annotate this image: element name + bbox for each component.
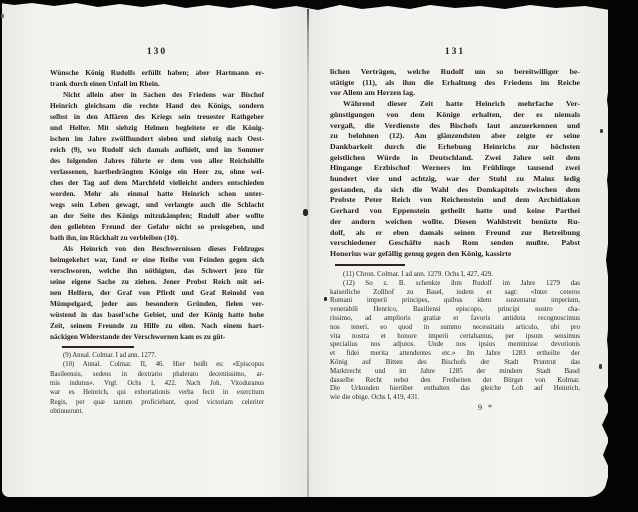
text-line: vor Allem am Herzen lag.: [330, 88, 415, 98]
text-line: Als Heinrich von den Beschwernissen dieses Feldzuges: [63, 244, 264, 253]
text-line: kaiserliche Zollhof zu Basel, indem er sagt: «Inter ceteros: [330, 287, 580, 296]
paragraph: [50, 360, 264, 416]
text-line: rissimo, ad amplioris gratiæ et favoris antidota recognoscimus: [330, 313, 580, 322]
text-line: bath ihn, im Rückhalt zu verbleiben (10).: [50, 233, 179, 242]
text-line: Nicht allein aber in Sachen des Friedens war Bischof: [63, 90, 264, 99]
paragraph: [50, 89, 264, 243]
text-line: lichen Verträgen, welche Rudolf um so bereitwilliger be-: [330, 67, 580, 76]
text-line: specialius nos adjutos. Unde nos ipsius meminisse devotionis: [330, 340, 580, 349]
text-line: ches der Tag auf dem Marchfeld vielleicht anders entschieden: [50, 178, 264, 187]
text-line: seine eigene Sache zu ziehen. Jener Probst Reich mit sei-: [50, 277, 264, 286]
text-line: der andern weichen wollte. Diesen Wahlstreit benüzte Ru-: [330, 216, 580, 226]
text-line: wegs sein Leben gewagt, und verlangte auch die Schlacht: [50, 200, 264, 209]
text-line: Gerhard von Eppenstein getheilt hatte und keine Parthei: [330, 206, 580, 216]
text-line: war es Heinrich, qui exhortationis verba fecit in exercitum: [50, 389, 264, 397]
text-line: verschiedener Geschäfte nach Rom senden mußte. Pabst: [330, 238, 580, 248]
text-line: Zeit, seinem Freunde zu Hilfe zu eilen. Nach einem hart-: [50, 321, 264, 330]
left-page-body: [50, 67, 264, 342]
text-line: heimgekehrt war, fand er eine Reihe von Feinden gegen sich: [50, 255, 264, 264]
text-line: König auf Bitten des Bischofs der Stadt Pruntrut das: [330, 357, 580, 366]
text-line: nen Helfern, der Graf von Pfirdt und Graf Reinold von: [50, 288, 264, 297]
text-line: an der Seite des Königs mitzukämpfen; Rudolf aber wollte: [50, 211, 264, 220]
text-line: den geliebten Freund der Gefahr nicht so preisgeben, und: [50, 222, 264, 231]
left-page-footnotes: [50, 351, 264, 416]
text-line: stätigte (11), als ihm die Erhaltung des Friedens im Reiche: [330, 77, 580, 87]
text-line: (9) Annal. Colmar. I ad ann. 1277.: [63, 352, 157, 359]
text-line: venerabili Henrico, Basiliensi episcopo, principi nostro cha-: [330, 305, 580, 314]
text-line: Honorius war gefällig genug gegen den König, kassirte: [330, 248, 512, 258]
paragraph: [50, 67, 264, 89]
text-line: günstigungen von dem Könige erhalten, der es niemals: [330, 109, 580, 119]
left-page: [50, 46, 264, 426]
paragraph: [50, 351, 264, 360]
text-line: (12) So z. B. schenkte ihm Rudolf im Jahre 1279 das: [343, 278, 580, 287]
text-line: zu belohnen (12). Am glänzendsten aber zeigte er seine: [330, 131, 580, 141]
paragraph: [330, 270, 580, 279]
text-line: worden. Mehr als einmal hatte Heinrich schon unter-: [50, 189, 264, 198]
paragraph: [330, 67, 580, 99]
right-page-body: [330, 67, 580, 260]
text-line: und Helfer. Mit siebzig Helmen begleitete er die König-: [50, 123, 264, 132]
text-line: vita nostra et honore imperii certabamus, per ipsum sensimus: [330, 331, 580, 340]
text-line: nos teneri, eo quod in summo necessitatis articulo, ubi pro: [330, 322, 580, 331]
right-page: [330, 46, 580, 426]
text-line: Während dieser Zeit hatte Heinrich mehrfache Ver-: [343, 99, 580, 109]
text-line: et fidei merita attendentes etc.» Im Jahre 1283 ertheilte der: [330, 349, 580, 358]
text-line: ischen im Jahre zwölfhundert sieben und siebzig nach Oest-: [50, 134, 264, 143]
ink-speck: [324, 297, 327, 301]
text-line: dasselbe Recht nebst den Freiheiten der Bürger von Kolmar.: [330, 375, 580, 384]
text-line: trank durch einen Unfall im Rhein.: [50, 79, 160, 88]
text-line: (10) Annal. Colmar. II, 46. Hier heißt es: «Episcopus: [63, 361, 264, 369]
paragraph: [50, 243, 264, 342]
text-line: verlassenen, hartbedrängten Könige ein Heer zu, ohne wel-: [50, 167, 264, 176]
text-line: Regis, per quæ tantum proficiebant, quod victoriam celeriter: [50, 398, 264, 406]
text-line: Heinrich gleichsam die rechte Hand des Königs, sondern: [50, 101, 264, 110]
paragraph: [330, 99, 580, 260]
text-line: Mümpelgard, jeder aus besondern Gründen, fielen ver-: [50, 299, 264, 308]
text-line: Dankbarkeit durch die Erhebung Heinrichs zur höchsten: [330, 141, 580, 151]
text-line: hundert vier und achtzig, war der Stuhl zu Mainz ledig: [330, 174, 580, 184]
text-line: verschworen, welche ihn nöthigten, das Schwert jezo für: [50, 266, 264, 275]
right-page-number: 131: [444, 47, 466, 57]
text-line: Wünsche König Rudolfs erfüllt haben; aber Hartmann er-: [50, 68, 264, 77]
ink-speck: [1, 14, 4, 18]
text-line: mis indutus». Vrgl. Ochs I, 422. Nach Joh. Vitoduranus: [50, 380, 264, 388]
text-line: Hingange Erzbischof Werners im Frühlinge tausend zwei: [330, 163, 580, 173]
footnote-separator-rule: [335, 264, 405, 266]
text-line: vergaß, die Verdienste des Bischofs laut anzuerkennen und: [330, 120, 580, 130]
text-line: geistlichen Würde in Deutschland. Zwei Jahre seit dem: [330, 152, 580, 162]
text-line: wüstend in das basel'sche Gebiet, und der König hatte hohe: [50, 310, 264, 319]
text-line: Die Urkunden hierüber enthalten das gleiche Lob auf Heinrich,: [330, 384, 580, 393]
paragraph: [330, 279, 580, 402]
page-gutter-shadow: [307, 9, 309, 497]
text-line: gestanden, da sich die Wahl des Domkapitels zwischen dem: [330, 184, 580, 194]
text-line: Basileensis, sedens in dextrario phalerato decentissimo, ar-: [50, 370, 264, 378]
text-line: wie die obige. Ochs I, 419, 431.: [330, 393, 420, 402]
text-line: obtinuerunt.: [50, 408, 84, 416]
ink-speck: [303, 209, 308, 216]
signature-mark: 9 *: [478, 403, 494, 412]
text-line: reich (9), wo Rudolf sich damals aufhielt, und im Sommer: [50, 145, 264, 154]
text-line: selbst in den Affären des Kriegs sein treuester Rathgeber: [50, 112, 264, 121]
left-page-number: 130: [146, 47, 168, 57]
text-line: Marktrecht und im Jahre 1285 der mindern Stadt Basel: [330, 366, 580, 375]
text-line: des folgenden Jahres führte er dem von aller Reichshilfe: [50, 156, 264, 165]
ink-speck: [600, 129, 603, 133]
right-page-footnotes: [330, 270, 580, 402]
text-line: Probste Peter Reich von Reichenstein und dem Archidiakon: [330, 195, 580, 205]
text-line: dolf, als er eben damals seinen Freund zur Betreibung: [330, 227, 580, 237]
footnote-separator-rule: [62, 346, 134, 348]
ink-speck: [599, 364, 602, 369]
text-line: näckigen Widerstande der Verschwornen kam es zu güt-: [50, 332, 226, 341]
text-line: Romani imperii principes, quibus idem sustentatur imperium,: [330, 296, 580, 305]
text-line: (11) Chron. Colmar. I ad ann. 1279. Ochs I, 427, 429.: [343, 270, 494, 278]
